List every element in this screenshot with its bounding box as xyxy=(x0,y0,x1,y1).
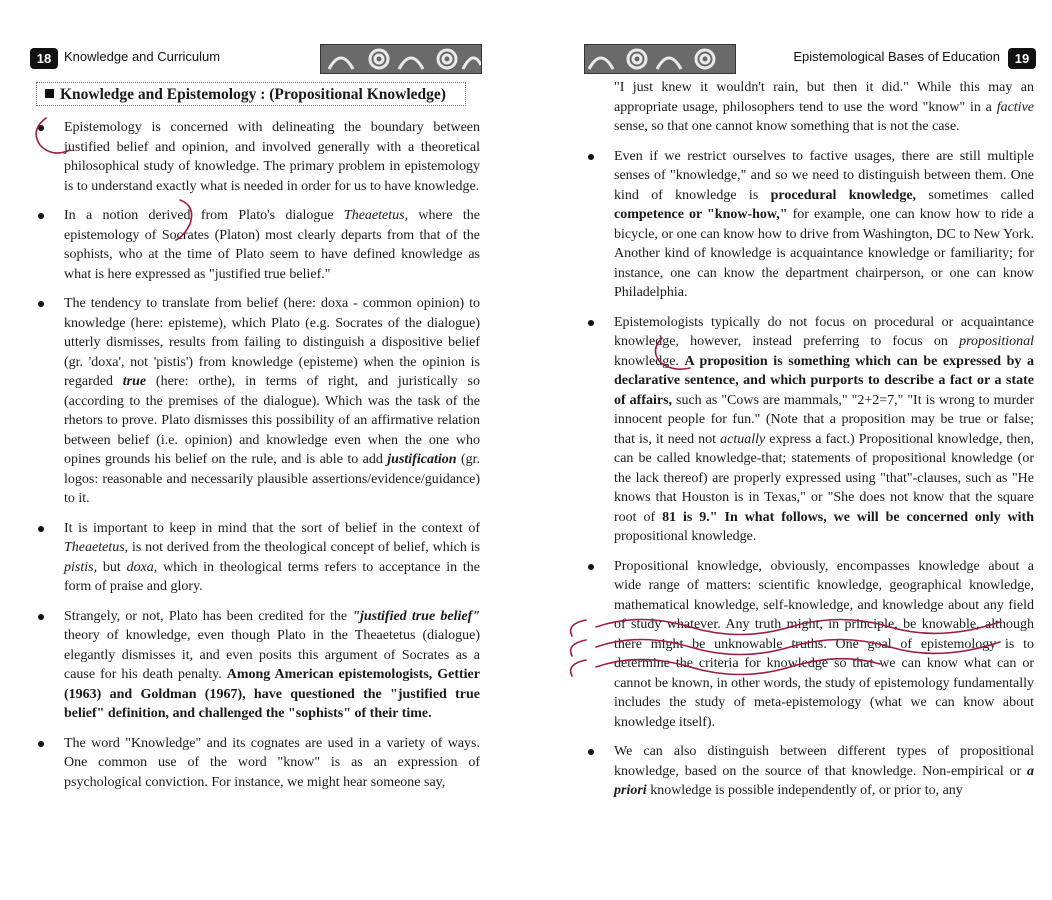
text-run: Theaetetus, xyxy=(343,208,409,223)
text-run: express a fact.) Propositional knowledge, then, can be called knowledge-that; statements of propositional knowledge (or the lack thereof) are properly expressed using "that"-clauses, such as "He knows that Houston is in Texas," or "She does not know that the square root of xyxy=(614,431,1034,525)
text-run: The tendency to translate from belief (here: doxa - common opinion) to knowledge (here: episteme), which Plato (e.g. Socrates of the dialogue) utterly dismisses, results from failing to distinguish a dispositive belief (gr. 'doxa', not 'pistis') from knowledge (episteme) when the opinion is regarded xyxy=(64,296,480,389)
text-run: 81 is 9." In what follows, we will be concerned only with xyxy=(662,509,1034,525)
text-run: Epistemology is concerned with delineating the boundary between justified belief and opinion, and involved generally with a theoretical philosophical study of knowledge. The primary problem in epistemology is to understand exactly what is needed in order for us to have knowledge. xyxy=(64,120,480,194)
bullet-paragraph xyxy=(584,313,1034,547)
running-head: Epistemological Bases of Education xyxy=(793,49,1000,64)
text-run: theory of knowledge, even though Plato in the Theaetetus (dialogue) elegantly dismisses it, and even posits this argument of Socrates as a cause for his death penalty. xyxy=(64,628,480,682)
bullet-dot-icon xyxy=(588,749,594,755)
text-run: for example, one can know how to ride a bicycle, or one can know how to drive from Washington, DC to New York. Another kind of knowledge is acquaintance knowledge or familiarity; for instance, one can know the department chairperson, or one can know Philadelphia. xyxy=(614,207,1034,300)
continued-paragraph xyxy=(584,78,1034,137)
text-run: knowledge is possible independently of, or prior to, any xyxy=(646,783,963,798)
text-run: Even if we restrict ourselves to factive usages, there are still multiple senses of "knowledge," and so we need to distinguish between them. One kind of knowledge is xyxy=(614,148,1034,203)
bullet-paragraph xyxy=(34,607,480,724)
right-page-body xyxy=(584,78,1034,811)
text-run: where the epistemology of Socrates (Platon) most clearly departs from that of the sophists, who at the time of Plato seem to have defined knowledge as what is here expressed as "justified true belief." xyxy=(64,208,480,282)
left-page-body xyxy=(34,118,480,802)
text-run: Propositional knowledge, obviously, encompasses knowledge about a wide range of matters: scientific knowledge, geographical knowledge, mathematical knowledge, self-knowledge, and knowledge about any field of study whatever. Any truth might, in principle, be knowable, although there might be unknowable truths. One goal of epistemology is to determine the criteria for knowledge so that we can know what can or cannot be known, in other words, the study of epistemology fundamentally includes the study of meta-epistemology (what we can know about knowledge itself). xyxy=(614,558,1034,730)
bullet-dot-icon xyxy=(38,301,44,307)
text-run: sense, so that one cannot know something that is not the case. xyxy=(614,119,960,134)
bullet-dot-icon xyxy=(38,125,44,131)
text-run: a priori xyxy=(614,763,1034,798)
text-run: competence or "know-how," xyxy=(614,207,788,222)
bullet-dot-icon xyxy=(38,741,44,747)
text-run: but xyxy=(97,559,127,575)
text-run: justification xyxy=(387,452,457,467)
bullet-dot-icon xyxy=(588,320,594,326)
text-run: It is important to keep in mind that the sort of belief in the context of xyxy=(64,520,480,536)
text-run: which in theological terms refers to acceptance in the form of praise and glory. xyxy=(64,559,480,594)
text-run: such as "Cows are mammals," "2+2=7," "It is wrong to murder innocent people for fun." (Note that a proposition may be true or false; that is, it need not xyxy=(614,392,1034,447)
text-run: pistis, xyxy=(64,559,98,575)
text-run: true xyxy=(122,374,147,389)
header-ornament-icon xyxy=(584,44,736,74)
bullet-dot-icon xyxy=(38,614,44,620)
text-run: The word "Knowledge" and its cognates are used in a variety of ways. One common use of the word "know" is as an expression of psychological conviction. For instance, we might hear someone say, xyxy=(64,735,480,790)
text-run: In a notion derived from Plato's dialogue xyxy=(64,208,344,223)
text-run: (gr. logos: reasonable and necessarily plausible assertions/evidence/guidance) to it. xyxy=(64,452,480,506)
text-run: We can also distinguish between different types of propositional knowledge, based on the source of that knowledge. Non-empirical or xyxy=(614,744,1034,779)
text-run: factive xyxy=(996,99,1034,115)
bullet-paragraph xyxy=(34,294,480,509)
running-head: Knowledge and Curriculum xyxy=(64,49,221,64)
header-ornament-icon xyxy=(320,44,482,74)
text-run: "justified true belief" xyxy=(352,608,480,624)
text-run: Epistemologists typically do not focus on procedural or acquaintance knowledge, however, instead preferring to focus on xyxy=(614,314,1034,349)
text-run: knowledge. xyxy=(614,353,685,369)
left-page-header xyxy=(30,44,480,70)
text-run: sometimes called xyxy=(916,187,1035,203)
text-run: Strangely, or not, Plato has been credited for the xyxy=(64,608,353,624)
bullet-paragraph xyxy=(34,734,480,793)
text-run: propositional knowledge. xyxy=(614,529,757,544)
bullet-dot-icon xyxy=(38,213,44,219)
bullet-paragraph xyxy=(34,118,480,196)
page-number-badge: 19 xyxy=(1008,48,1036,69)
text-run: "I just knew it wouldn't rain, but then it did." While this may an appropriate usage, philosophers tend to use the word "know" in a xyxy=(614,80,1034,115)
bullet-dot-icon xyxy=(38,526,44,532)
bullet-paragraph xyxy=(34,206,480,284)
bullet-dot-icon xyxy=(588,154,594,160)
text-run: propositional xyxy=(959,334,1034,349)
square-bullet-icon xyxy=(45,89,54,98)
section-title: Knowledge and Epistemology : (Propositional Knowledge) xyxy=(36,82,466,106)
bullet-dot-icon xyxy=(588,564,594,570)
text-run: A proposition is something which can be expressed by a declarative sentence, and which purports to describe a fact or a state of affairs, xyxy=(614,353,1034,408)
text-run: , is not derived from the theological concept of belief, which is xyxy=(124,540,480,555)
bullet-paragraph xyxy=(34,519,480,597)
bullet-paragraph xyxy=(584,147,1034,303)
right-page xyxy=(526,0,1052,900)
page-number-badge: 18 xyxy=(30,48,58,69)
text-run: procedural knowledge, xyxy=(770,187,917,203)
text-run: Theaetetus xyxy=(64,540,125,555)
text-run: Among American epistemologists, Gettier (1963) and Goldman (1967), have questioned the "justified true belief" definition, and challenged the "sophists" of their time. xyxy=(64,667,480,721)
text-run: doxa, xyxy=(126,559,158,575)
text-run: (here: orthe), in terms of right, and juristically so (according to the premises of the dialogue). Which was the task of the rhetors to prove. Plato dismisses this possibility of an affirmative relation between belief (i.e. opinion) and knowledge even when the one who opines grounds his belief on the rule, and is able to add xyxy=(64,374,480,467)
bullet-paragraph xyxy=(584,742,1034,801)
bullet-paragraph xyxy=(584,557,1034,733)
text-run: actually xyxy=(720,431,766,447)
right-page-header xyxy=(556,44,1036,70)
